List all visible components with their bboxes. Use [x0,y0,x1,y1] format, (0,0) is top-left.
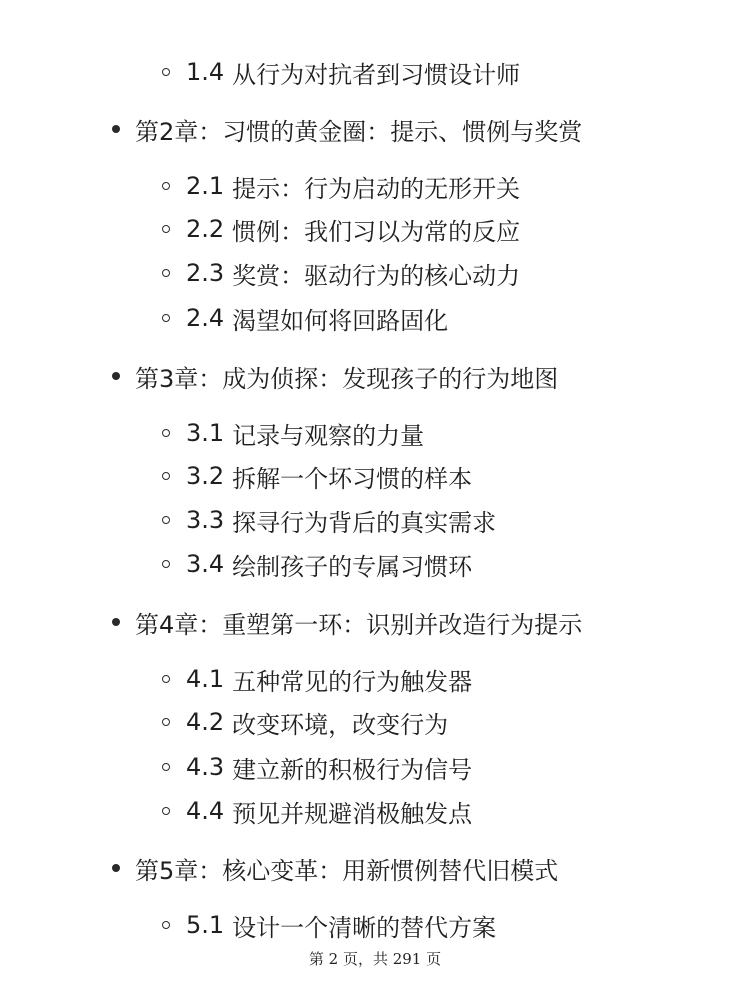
toc-section-item[interactable] [162,500,496,540]
chapter-title: 第3章：成为侦探：发现孩子的行为地图 [135,364,559,393]
section-title: 绘制孩子的专属习惯环 [232,552,473,581]
chapter-title: 第2章：习惯的黄金圈：提示、惯例与奖赏 [135,117,583,146]
page-number-footer: 第 2 页，共 291 页 [308,950,442,968]
section-number: 4.3 [186,753,225,781]
section-title: 拆解一个坏习惯的样本 [232,464,473,493]
toc-section-item[interactable] [162,166,520,206]
filled-bullet-icon [112,125,120,133]
section-number: 2.3 [186,259,225,287]
section-title: 奖赏：驱动行为的核心动力 [232,261,521,290]
section-number: 3.3 [186,506,225,534]
section-number: 2.4 [186,304,225,332]
section-title: 惯例：我们习以为常的反应 [232,217,521,246]
section-number: 4.4 [186,797,225,825]
section-title: 设计一个清晰的替代方案 [232,913,497,942]
section-title: 改变环境，改变行为 [232,710,449,739]
section-title: 渴望如何将回路固化 [232,306,449,335]
hollow-bullet-icon [162,429,170,437]
section-number: 5.1 [186,911,225,939]
section-number: 1.4 [186,58,225,86]
section-title: 探寻行为背后的真实需求 [232,508,497,537]
hollow-bullet-icon [162,68,170,76]
filled-bullet-icon [112,864,120,872]
hollow-bullet-icon [162,718,170,726]
toc-chapter-item[interactable] [112,602,582,642]
toc-section-item[interactable] [162,456,472,496]
section-title: 预见并规避消极触发点 [232,799,473,828]
hollow-bullet-icon [162,269,170,277]
toc-section-item[interactable] [162,702,448,742]
section-number: 2.2 [186,215,225,243]
toc-chapter-item[interactable] [112,356,558,396]
toc-section-item[interactable] [162,253,520,293]
section-title: 五种常见的行为触发器 [232,667,473,696]
filled-bullet-icon [112,618,120,626]
hollow-bullet-icon [162,516,170,524]
hollow-bullet-icon [162,763,170,771]
toc-section-item[interactable] [162,544,472,584]
hollow-bullet-icon [162,675,170,683]
toc-section-item[interactable] [162,659,472,699]
section-title: 建立新的积极行为信号 [232,755,473,784]
toc-chapter-item[interactable] [112,848,558,888]
chapter-title: 第4章：重塑第一环：识别并改造行为提示 [135,610,583,639]
hollow-bullet-icon [162,807,170,815]
filled-bullet-icon [112,372,120,380]
section-number: 3.1 [186,419,225,447]
section-number: 4.1 [186,665,225,693]
toc-section-item[interactable] [162,791,472,831]
hollow-bullet-icon [162,182,170,190]
hollow-bullet-icon [162,560,170,568]
section-title: 记录与观察的力量 [232,421,425,450]
toc-section-item[interactable] [162,747,472,787]
section-number: 3.2 [186,462,225,490]
toc-section-item[interactable] [162,413,424,453]
section-number: 2.1 [186,172,225,200]
section-title: 提示：行为启动的无形开关 [232,174,521,203]
section-number: 4.2 [186,708,225,736]
hollow-bullet-icon [162,314,170,322]
section-number: 3.4 [186,550,225,578]
toc-section-item[interactable] [162,905,496,945]
toc-section-item[interactable] [162,209,520,249]
chapter-title: 第5章：核心变革：用新惯例替代旧模式 [135,856,559,885]
hollow-bullet-icon [162,225,170,233]
section-title: 从行为对抗者到习惯设计师 [232,60,521,89]
hollow-bullet-icon [162,921,170,929]
hollow-bullet-icon [162,472,170,480]
toc-section-item[interactable] [162,52,520,92]
toc-chapter-item[interactable] [112,109,582,149]
toc-section-item[interactable] [162,298,448,338]
